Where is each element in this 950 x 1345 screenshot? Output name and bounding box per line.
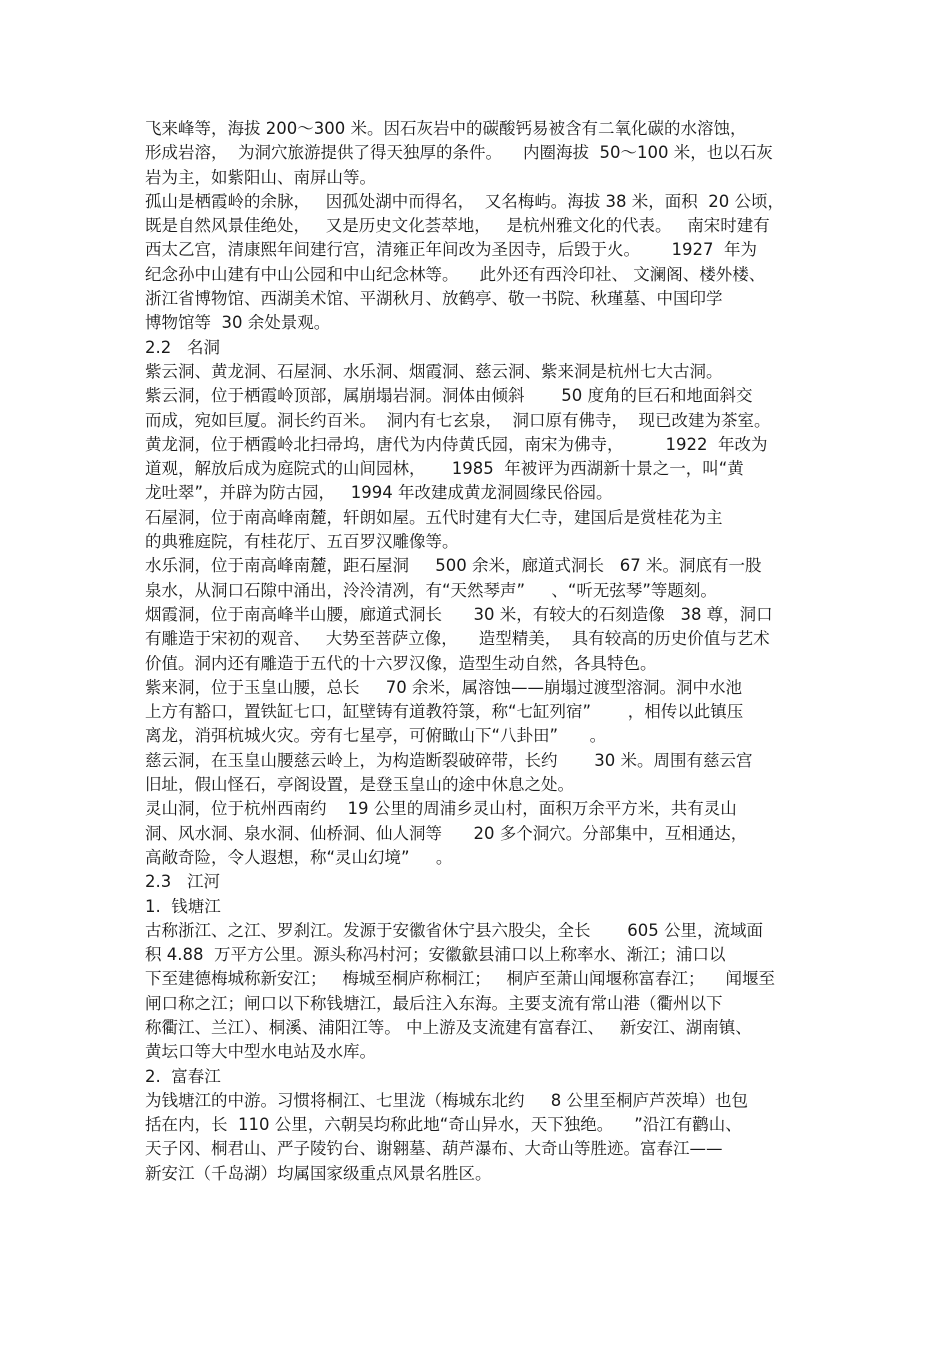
- text-line: 泉水，从洞口石隙中涌出，泠泠清冽，有“天然琴声” 、“听无弦琴”等题刻。: [145, 580, 717, 600]
- text-line: 有雕造于宋初的观音、 大势至菩萨立像， 造型精美， 具有较高的历史价值与艺术: [145, 629, 770, 649]
- text-line: 岩为主，如紫阳山、南屏山等。: [145, 167, 376, 187]
- text-line: 新安江（千岛湖）均属国家级重点风景名胜区。: [145, 1163, 492, 1183]
- text-line: 纪念孙中山建有中山公园和中山纪念林等。 此外还有西泠印社、 文澜阁、楼外楼、: [145, 264, 766, 284]
- text-line: 古称浙江、之江、罗刹江。发源于安徽省休宁县六股尖，全长 605 公里，流域面: [145, 920, 763, 940]
- text-line: 而成，宛如巨厦。洞长约百米。 洞内有七玄泉， 洞口原有佛寺， 现已改建为茶室。: [145, 410, 771, 430]
- text-line: 灵山洞，位于杭州西南约 19 公里的周浦乡灵山村，面积万余平方米，共有灵山: [145, 799, 737, 819]
- text-line: 孤山是栖霞岭的余脉， 因孤处湖中而得名， 又名梅屿。海拔 38 米，面积 20 公顷，: [145, 191, 784, 211]
- text-line: 博物馆等 30 余处景观。: [145, 313, 331, 333]
- document-body: [145, 117, 810, 1186]
- text-line: 黄坛口等大中型水电站及水库。: [145, 1042, 376, 1062]
- text-line: 既是自然风景佳绝处， 又是历史文化荟萃地， 是杭州雅文化的代表。 南宋时建有: [145, 216, 770, 236]
- text-line: 慈云洞，在玉皇山腰慈云岭上，为构造断裂破碎带，长约 30 米。周围有慈云宫: [145, 750, 753, 770]
- text-line: 烟霞洞，位于南高峰半山腰，廊道式洞长 30 米，有较大的石刻造像 38 尊，洞口: [145, 604, 773, 624]
- text-line: 紫来洞，位于玉皇山腰，总长 70 余米，属溶蚀——崩塌过渡型溶洞。洞中水池: [145, 677, 742, 697]
- text-line: 的典雅庭院，有桂花厅、五百罗汉雕像等。: [145, 532, 459, 552]
- text-line: 形成岩溶， 为洞穴旅游提供了得天独厚的条件。 内圈海拔 50～100 米，也以石灰: [145, 143, 773, 163]
- text-line: 离龙，消弭杭城火灾。旁有七星亭，可俯瞰山下“八卦田” 。: [145, 726, 607, 746]
- text-line: 闸口称之江；闸口以下称钱塘江，最后注入东海。主要支流有常山港（衢州以下: [145, 993, 723, 1013]
- text-line: 称衢江、兰江）、桐溪、浦阳江等。 中上游及支流建有富春江、 新安江、湖南镇、: [145, 1017, 752, 1037]
- text-line: 2.2 名洞: [145, 337, 220, 357]
- text-line: 道观，解放后成为庭院式的山间园林， 1985 年被评为西湖新十景之一，叫“黄: [145, 459, 744, 479]
- text-line: 高敞奇险，令人遐想，称“灵山幻境” 。: [145, 847, 453, 867]
- text-line: 西太乙宫，清康熙年间建行宫，清雍正年间改为圣因寺，后毁于火。 1927 年为: [145, 240, 757, 260]
- text-line: 紫云洞，位于栖霞岭顶部，属崩塌岩洞。洞体由倾斜 50 度角的巨石和地面斜交: [145, 386, 753, 406]
- text-line: 天子冈、桐君山、严子陵钓台、谢翱墓、葫芦瀑布、大奇山等胜迹。富春江——: [145, 1139, 723, 1159]
- text-line: 为钱塘江的中游。习惯将桐江、七里泷（梅城东北约 8 公里至桐庐芦茨埠）也包: [145, 1090, 748, 1110]
- text-line: 上方有豁口，置铁缸七口，缸壁铸有道教符箓，称“七缸列宿” ，相传以此镇压: [145, 702, 744, 722]
- text-line: 紫云洞、黄龙洞、石屋洞、水乐洞、烟霞洞、慈云洞、紫来洞是杭州七大古洞。: [145, 361, 723, 381]
- text-line: 黄龙洞，位于栖霞岭北扫帚坞，唐代为内侍黄氏园，南宋为佛寺， 1922 年改为: [145, 434, 768, 454]
- text-line: 水乐洞，位于南高峰南麓，距石屋洞 500 余米，廊道式洞长 67 米。洞底有一股: [145, 556, 762, 576]
- text-line: 2. 富春江: [145, 1066, 221, 1086]
- text-line: 洞、风水洞、泉水洞、仙桥洞、仙人洞等 20 多个洞穴。分部集中，互相通达，: [145, 823, 748, 843]
- text-line: 龙吐翠”，并辟为防古园， 1994 年改建成黄龙洞圆缘民俗园。: [145, 483, 613, 503]
- text-line: 积 4.88 万平方公里。源头称冯村河；安徽歙县浦口以上称率水、渐江；浦口以: [145, 945, 726, 965]
- text-line: 价值。洞内还有雕造于五代的十六罗汉像，造型生动自然，各具特色。: [145, 653, 657, 673]
- text-line: 1. 钱塘江: [145, 896, 221, 916]
- text-line: 浙江省博物馆、西湖美术馆、平湖秋月、放鹤亭、敬一书院、秋瑾墓、中国印学: [145, 289, 723, 309]
- text-line: 括在内，长 110 公里，六朝吴均称此地“奇山异水，天下独绝。 ”沿江有鹳山、: [145, 1115, 742, 1135]
- text-line: 旧址，假山怪石，亭阁设置，是登玉皇山的途中休息之处。: [145, 775, 574, 795]
- text-line: 飞来峰等，海拔 200～300 米。因石灰岩中的碳酸钙易被含有二氧化碳的水溶蚀，: [145, 119, 747, 138]
- text-line: 石屋洞，位于南高峰南麓，轩朗如屋。五代时建有大仁寺，建国后是赏桂花为主: [145, 507, 723, 527]
- text-line: 下至建德梅城称新安江； 梅城至桐庐称桐江； 桐庐至萧山闻堰称富春江； 闻堰至: [145, 969, 775, 989]
- text-line: 2.3 江河: [145, 872, 220, 892]
